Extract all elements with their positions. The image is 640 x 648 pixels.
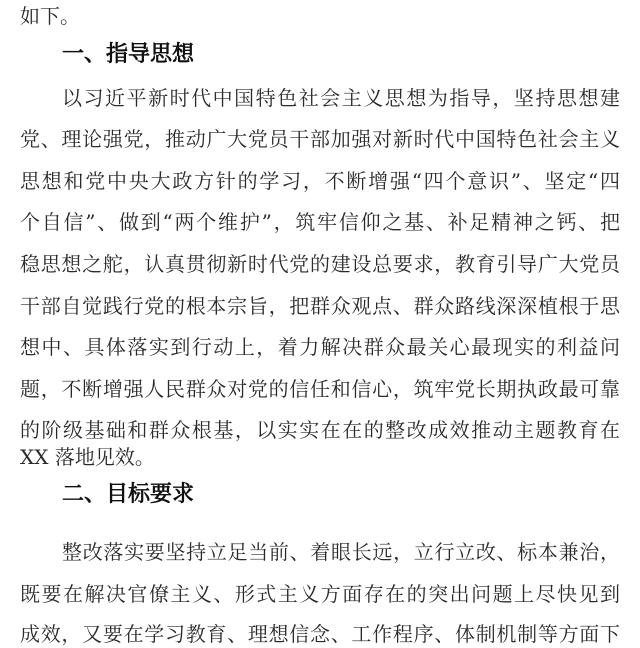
paragraph-line: XX 落地见效。 <box>20 445 155 469</box>
paragraph-line: 想中、具体落实到行动上，着力解决群众最关心最现实的利益问 <box>20 335 620 359</box>
paragraph-line: 稳思想之舵，认真贯彻新时代党的建设总要求，教育引导广大党员 <box>20 252 620 276</box>
paragraph-line: 成效，又要在学习教育、理想信念、工作程序、体制机制等方面下 <box>20 622 620 646</box>
paragraph-line: 题，不断增强人民群众对党的信任和信心，筑牢党长期执政最可靠 <box>20 377 620 401</box>
paragraph-line: 个自信”、做到“两个维护”，筑牢信仰之基、补足精神之钙、把 <box>20 210 620 234</box>
paragraph-line: 干部自觉践行党的根本宗旨，把群众观点、群众路线深深植根于思 <box>20 294 620 318</box>
paragraph-line: 的阶级基础和群众根基，以实实在在的整改成效推动主题教育在 <box>20 418 620 442</box>
paragraph-line: 党、理论强党，推动广大党员干部加强对新时代中国特色社会主义 <box>20 127 620 151</box>
paragraph-line: 以习近平新时代中国特色社会主义思想为指导，坚持思想建 <box>62 86 620 110</box>
paragraph-line: 整改落实要坚持立足当前、着眼长远，立行立改、标本兼治， <box>62 540 620 564</box>
section-heading-goals: 二、目标要求 <box>62 482 195 507</box>
paragraph-line: 既要在解决官僚主义、形式主义方面存在的突出问题上尽快见到 <box>20 582 620 606</box>
paragraph-line: 如下。 <box>20 4 80 28</box>
paragraph-line: 思想和党中央大政方针的学习，不断增强“四个意识”、坚定“四 <box>20 169 620 193</box>
section-heading-guiding-ideology: 一、指导思想 <box>62 42 195 67</box>
